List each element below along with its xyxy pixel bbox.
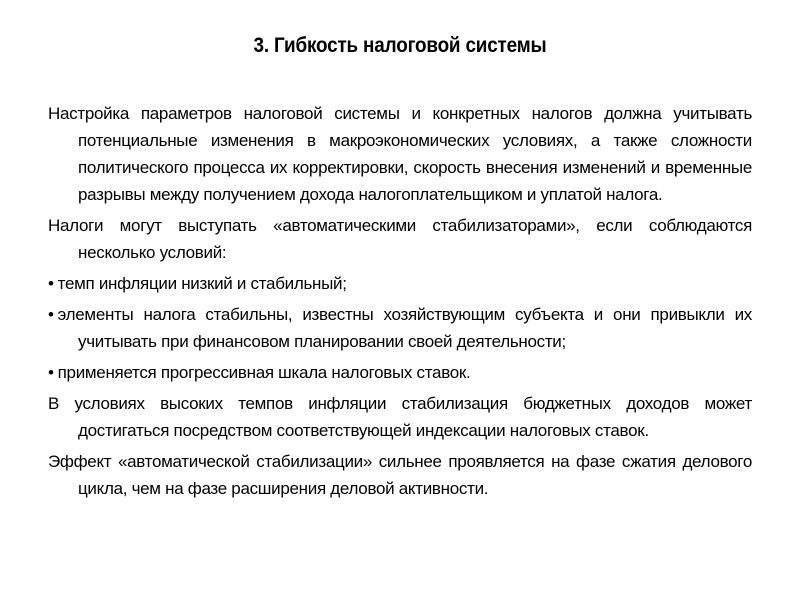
paragraph-high-inflation — [48, 390, 752, 444]
bullet-text: элементы налога стабильны, известны хозяйствующим субъекта и они привыкли их учитывать при финансовом планировании своей деятельности; — [57, 305, 752, 351]
bullet-text: темп инфляции низкий и стабильный; — [57, 274, 347, 293]
paragraph-text: Настройка параметров налоговой системы и конкретных налогов должна учитывать потенциальные изменения в макроэкономических условиях, а также сложности политического процесса их корректировки, скорость внесения изменений и временные разрывы между получением дохода налогоплательщиком и уплатой налога. — [48, 104, 752, 204]
paragraph-automatic-stabilizers — [48, 212, 752, 266]
bullet-icon: • — [48, 305, 54, 324]
bullet-text: применяется прогрессивная шкала налоговых ставок. — [57, 363, 471, 382]
bullet-item-tax-elements — [48, 301, 752, 355]
paragraph-text: Эффект «автоматической стабилизации» сильнее проявляется на фазе сжатия делового цикла, чем на фазе расширения деловой активности. — [48, 452, 752, 498]
slide-body — [48, 100, 752, 506]
paragraph-stabilization-effect — [48, 448, 752, 502]
bullet-item-progressive-scale — [48, 359, 752, 386]
paragraph-tax-system-settings — [48, 100, 752, 208]
bullet-icon: • — [48, 363, 54, 382]
bullet-icon: • — [48, 274, 54, 293]
slide-title: 3. Гибкость налоговой системы — [253, 34, 547, 57]
bullet-item-inflation — [48, 270, 752, 297]
paragraph-text: Налоги могут выступать «автоматическими стабилизаторами», если соблюдаются несколько условий: — [48, 216, 752, 262]
paragraph-text: В условиях высоких темпов инфляции стабилизация бюджетных доходов может достигаться посредством соответствующей индексации налоговых ставок. — [48, 394, 752, 440]
